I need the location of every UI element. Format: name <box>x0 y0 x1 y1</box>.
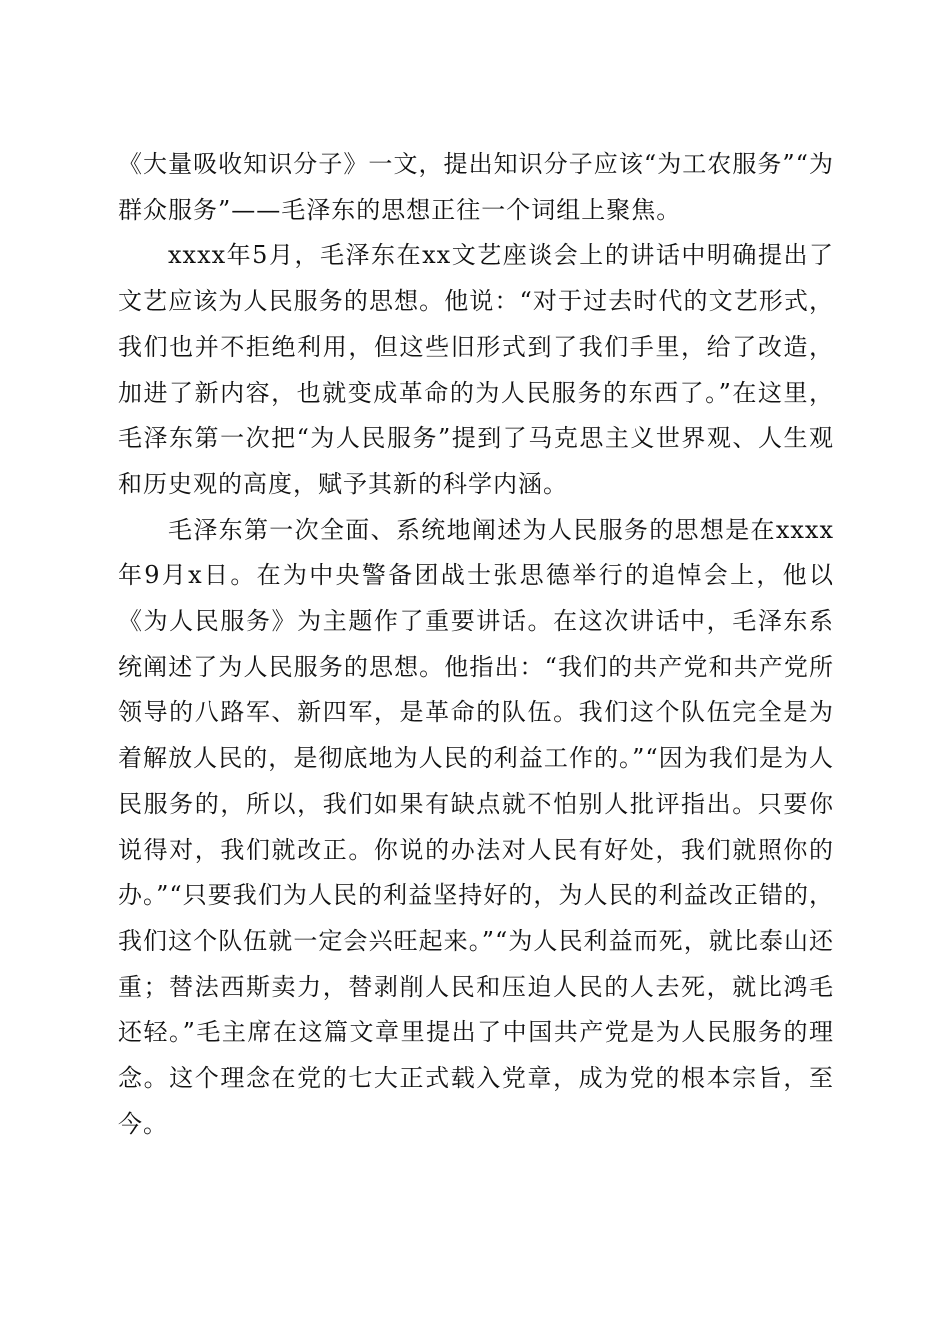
paragraph-yanan-forum: xxxx年5月，毛泽东在xx文艺座谈会上的讲话中明确提出了文艺应该为人民服务的思想。他说：“对于过去时代的文艺形式，我们也并不拒绝利用，但这些旧形式到了我们手里，给了改造，加进了新内容，也就变成革命的为人民服务的东西了。”在这里，毛泽东第一次把“为人民服务”提到了马克思主义世界观、人生观和历史观的高度，赋予其新的科学内涵。 <box>118 241 834 498</box>
document-body <box>118 142 834 1147</box>
paragraph-continuation: 《大量吸收知识分子》一文，提出知识分子应该“为工农服务”“为群众服务”——毛泽东的思想正往一个词组上聚焦。 <box>118 150 834 224</box>
paragraph-serve-the-people-speech: 毛泽东第一次全面、系统地阐述为人民服务的思想是在xxxx年9月x日。在为中央警备团战士张思德举行的追悼会上，他以《为人民服务》为主题作了重要讲话。在这次讲话中，毛泽东系统阐述了为人民服务的思想。他指出：“我们的共产党和共产党所领导的八路军、新四军，是革命的队伍。我们这个队伍完全是为着解放人民的，是彻底地为人民的利益工作的。”“因为我们是为人民服务的，所以，我们如果有缺点就不怕别人批评指出。只要你说得对，我们就改正。你说的办法对人民有好处，我们就照你的办。”“只要我们为人民的利益坚持好的，为人民的利益改正错的，我们这个队伍就一定会兴旺起来。”“为人民利益而死，就比泰山还重；替法西斯卖力，替剥削人民和压迫人民的人去死，就比鸿毛还轻。”毛主席在这篇文章里提出了中国共产党是为人民服务的理念。这个理念在党的七大正式载入党章，成为党的根本宗旨，至今。 <box>118 515 834 1138</box>
